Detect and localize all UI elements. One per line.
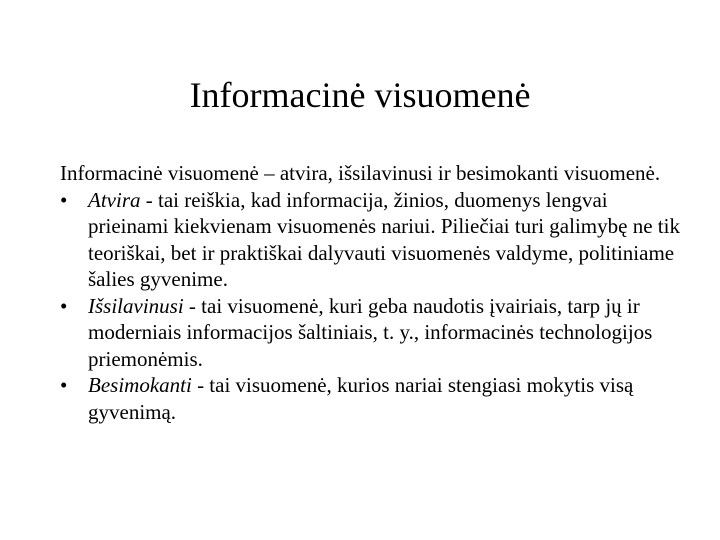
bullet-item-atvira bbox=[60, 187, 680, 293]
slide-body bbox=[60, 160, 680, 425]
bullet-text: - tai reiškia, kad informacija, žinios, duomenys lengvai prieinami kiekvienam visuomenės nariui. Piliečiai turi galimybę ne tik teoriškai, bet ir praktiškai dalyvauti visuomenės valdyme, politiniame šalies gyvenime. bbox=[88, 187, 680, 291]
bullet-text: - tai visuomenė, kurios nariai stengiasi mokytis visą gyvenimą. bbox=[88, 373, 634, 424]
intro-paragraph: Informacinė visuomenė – atvira, išsilavinusi ir besimokanti visuomenė. bbox=[60, 161, 661, 185]
bullet-term: Išsilavinusi bbox=[88, 293, 184, 318]
bullet-icon: • bbox=[60, 373, 68, 397]
bullet-term: Besimokanti bbox=[88, 373, 192, 397]
slide-title: Informacinė visuomenė bbox=[189, 75, 531, 115]
bullet-item-issilavinusi bbox=[60, 293, 680, 373]
bullet-term: Atvira bbox=[88, 187, 141, 212]
bullet-item-besimokanti bbox=[60, 372, 680, 425]
bullet-text: - tai visuomenė, kuri geba naudotis įvairiais, tarp jų ir moderniais informacijos šaltiniais, t. y., informacinės technologijos priemonėmis. bbox=[88, 293, 653, 371]
bullet-icon: • bbox=[60, 293, 68, 318]
bullet-icon: • bbox=[60, 187, 68, 212]
